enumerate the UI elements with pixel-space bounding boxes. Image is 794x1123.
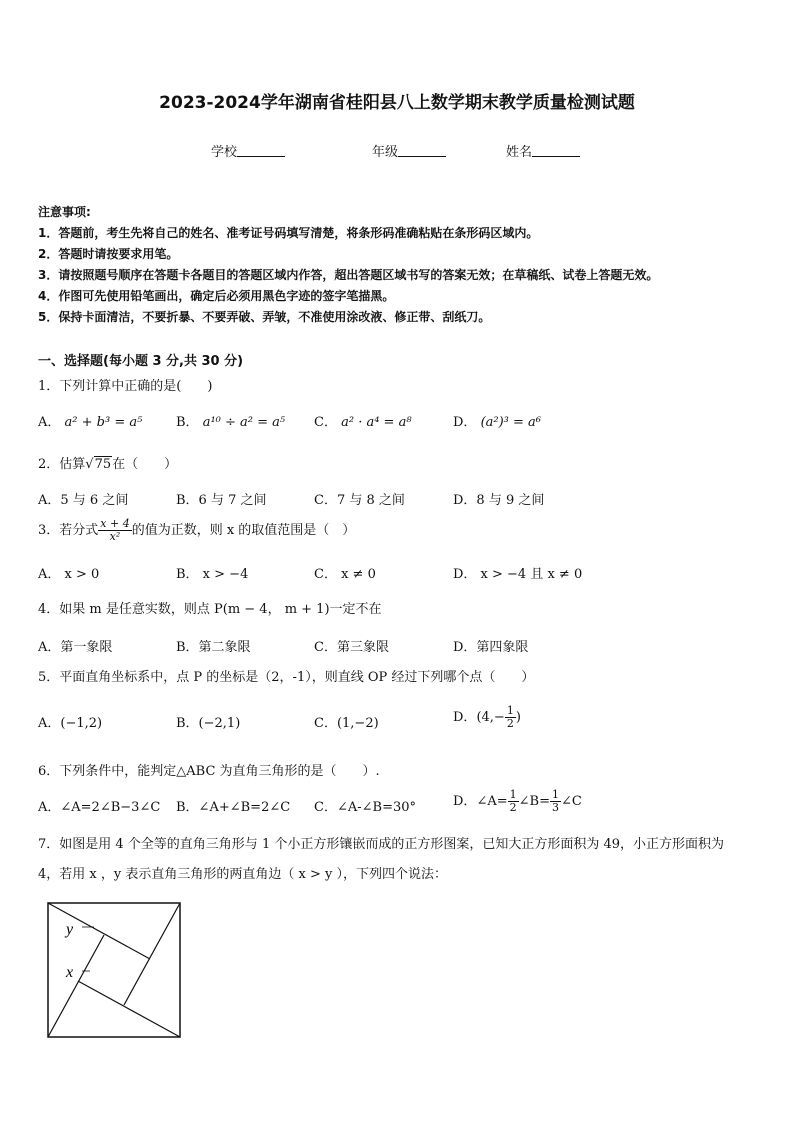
q2-stem (38, 453, 177, 472)
figure-label-x: x (66, 964, 74, 981)
q3-fraction (98, 518, 131, 543)
q1-option-b (176, 411, 285, 430)
notice-item-2: 2．答题时请按要求用笔。 (38, 247, 179, 261)
triangle-line-3 (78, 981, 180, 1037)
q1-a-label: A． (38, 415, 61, 430)
q3-numerator: x + 4 (100, 517, 130, 530)
q6-option-d (453, 789, 582, 814)
q5-d-fraction (505, 705, 516, 730)
q6-option-c: C．∠A-∠B=30° (314, 800, 417, 815)
q3-option-a: A． x > 0 (38, 567, 100, 582)
q3-stem-pre: 3．若分式 (38, 523, 99, 538)
q2-stem-post: 在（ ） (112, 457, 178, 472)
notice-item-5: 5．保持卡面清洁，不要折暴、不要弄破、弄皱，不准使用涂改液、修正带、刮纸刀。 (38, 310, 491, 324)
q6-d-num1: 1 (509, 788, 517, 801)
q4-option-b: B．第二象限 (176, 640, 251, 655)
q1-c-expr: a² · a⁴ = a⁸ (341, 415, 412, 430)
q5-d-label: D． (453, 710, 477, 725)
q1-option-a (38, 411, 142, 430)
grade-field (372, 141, 446, 160)
notice-item-3: 3．请按照题号顺序在答题卡各题目的答题区域内作答，超出答题区域书写的答案无效；在草稿纸、试卷上答题无效。 (38, 268, 659, 282)
q2-option-d: D．8 与 9 之间 (453, 493, 545, 508)
page-title: 2023-2024学年湖南省桂阳县八上数学期末教学质量检测试题 (159, 93, 635, 113)
q5-d-post: ) (515, 710, 521, 725)
triangle-line-2 (124, 903, 180, 1005)
q1-d-expr: (a²)³ = a⁶ (480, 415, 542, 430)
q6-d-den1: 2 (509, 801, 517, 814)
q1-c-label: C． (314, 415, 337, 430)
q6-option-a: A．∠A=2∠B−3∠C (38, 800, 161, 815)
q6-d-part3: ∠C (560, 794, 582, 809)
school-label: 学校 (211, 145, 238, 160)
q7-line2: 4，若用 x ，y 表示直角三角形的两直角边（ x > y ），下列四个说法： (38, 867, 447, 882)
section-heading: 一、选择题(每小题 3 分,共 30 分) (38, 354, 244, 369)
q2-stem-pre: 2．估算 (38, 457, 86, 472)
q5-option-b: B．(−2,1) (176, 716, 241, 731)
triangle-line-1 (48, 903, 150, 959)
q5-d-denominator: 2 (506, 717, 514, 730)
sqrt-sign: √ (85, 457, 94, 472)
q5-stem: 5．平面直角坐标系中，点 P 的坐标是（2，-1），则直线 OP 经过下列哪个点（ ） (38, 670, 535, 685)
q1-stem: 1．下列计算中正确的是( ) (38, 379, 213, 394)
q2-radicand: 75 (94, 457, 112, 472)
q3-stem-post: 的值为正数，则 x 的取值范围是（ ） (131, 523, 356, 538)
q6-d-part1: ∠A= (476, 794, 508, 809)
q6-d-den2: 3 (551, 801, 559, 814)
q2-option-c: C．7 与 8 之间 (314, 493, 405, 508)
q3-denominator: x² (109, 530, 121, 543)
q6-d-num2: 1 (551, 788, 559, 801)
school-field (211, 141, 285, 160)
figure-label-y: y (66, 921, 74, 938)
triangle-line-4 (48, 935, 104, 1037)
grade-blank (398, 144, 446, 157)
school-blank (237, 144, 285, 157)
q1-option-d (453, 411, 541, 430)
q5-d-pre: (4,− (476, 710, 505, 725)
q4-stem: 4．如果 m 是任意实数，则点 P(m − 4， m + 1)一定不在 (38, 602, 382, 617)
q6-d-fraction-2 (550, 789, 561, 814)
q4-option-d: D．第四象限 (453, 640, 529, 655)
q2-option-b: B．6 与 7 之间 (176, 493, 267, 508)
q3-option-b: B． x > −4 (176, 567, 249, 582)
q5-option-c: C．(1,−2) (314, 716, 379, 731)
notice-heading: 注意事项: (38, 205, 91, 219)
q7-line1: 7．如图是用 4 个全等的直角三角形与 1 个小正方形镶嵌而成的正方形图案，已知大正方形面积为 49，小正方形面积为 (38, 837, 725, 852)
q3-stem (38, 518, 355, 543)
q6-d-fraction-1 (508, 789, 519, 814)
q4-option-c: C．第三象限 (314, 640, 389, 655)
q6-option-b: B．∠A+∠B=2∠C (176, 800, 291, 815)
q5-d-numerator: 1 (506, 704, 514, 717)
q1-d-label: D． (453, 415, 477, 430)
q1-b-label: B． (176, 415, 199, 430)
q3-option-d: D． x > −4 且 x ≠ 0 (453, 567, 583, 582)
q1-b-expr: a¹⁰ ÷ a² = a⁵ (202, 415, 286, 430)
q5-option-a: A．(−1,2) (38, 716, 103, 731)
q6-d-part2: ∠B= (518, 794, 550, 809)
q6-d-label: D． (453, 794, 477, 809)
notice-item-4: 4．作图可先使用铅笔画出，确定后必须用黑色字迹的签字笔描黑。 (38, 289, 395, 303)
q1-option-c (314, 411, 412, 430)
q3-option-c: C． x ≠ 0 (314, 567, 376, 582)
q6-stem: 6．下列条件中，能判定△ABC 为直角三角形的是（ ）. (38, 764, 380, 779)
q2-option-a: A．5 与 6 之间 (38, 493, 129, 508)
name-field (506, 141, 580, 160)
name-label: 姓名 (506, 145, 533, 160)
name-blank (532, 144, 580, 157)
pinwheel-square-figure (44, 899, 184, 1041)
grade-label: 年级 (372, 145, 399, 160)
notice-item-1: 1．答题前，考生先将自己的姓名、准考证号码填写清楚，将条形码准确粘贴在条形码区域内。 (38, 226, 539, 240)
q1-a-expr: a² + b³ = a⁵ (64, 415, 143, 430)
q5-option-d (453, 705, 521, 730)
q4-option-a: A．第一象限 (38, 640, 113, 655)
